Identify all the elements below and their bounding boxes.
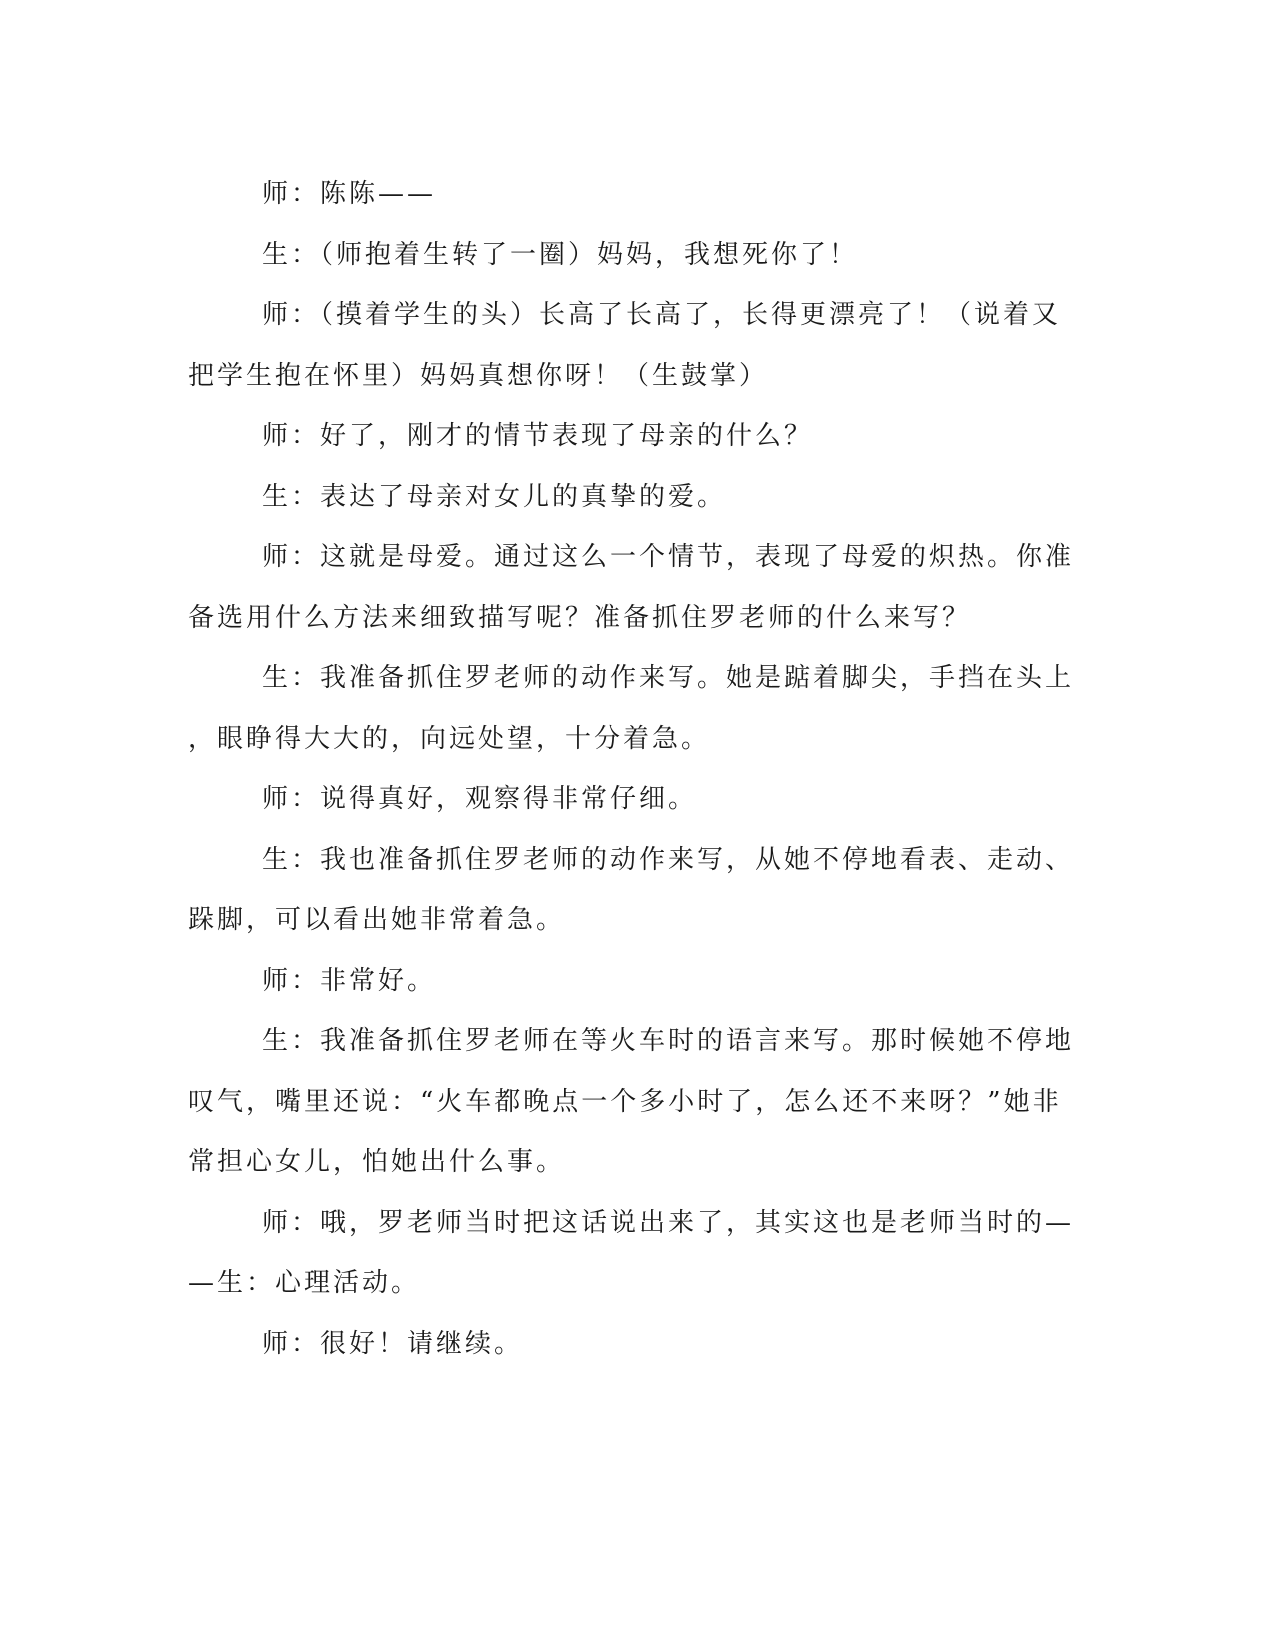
text-line: 师：陈陈—— — [262, 179, 437, 209]
text-line: 常担心女儿，怕她出什么事。 — [188, 1147, 566, 1177]
text-line: —生：心理活动。 — [188, 1268, 421, 1298]
text-line: 师：（摸着学生的头）长高了长高了，长得更漂亮了！（说着又 — [262, 300, 1062, 330]
text-line: 跺脚，可以看出她非常着急。 — [188, 905, 566, 935]
text-line: 生：我准备抓住罗老师在等火车时的语言来写。那时候她不停地 — [262, 1026, 1075, 1056]
text-line: 师：好了，刚才的情节表现了母亲的什么？ — [262, 421, 814, 451]
text-line: ，眼睁得大大的，向远处望，十分着急。 — [188, 723, 711, 754]
text-line: 叹气，嘴里还说：“火车都晚点一个多小时了，怎么还不来呀？”她非 — [188, 1086, 1062, 1117]
text-line: 师：说得真好，观察得非常仔细。 — [262, 784, 698, 814]
text-line: 生：（师抱着生转了一圈）妈妈，我想死你了！ — [262, 239, 859, 270]
text-line: 师：很好！请继续。 — [262, 1328, 524, 1359]
text-line: 师：这就是母爱。通过这么一个情节，表现了母爱的炽热。你准 — [262, 542, 1075, 572]
text-line: 生：表达了母亲对女儿的真挚的爱。 — [262, 481, 727, 512]
text-line: 生：我也准备抓住罗老师的动作来写，从她不停地看表、走动、 — [262, 844, 1075, 875]
dialogue-text — [188, 164, 1075, 1374]
text-line: 师：非常好。 — [262, 965, 437, 996]
text-line: 备选用什么方法来细致描写呢？准备抓住罗老师的什么来写？ — [188, 602, 972, 633]
text-line: 师：哦，罗老师当时把这话说出来了，其实这也是老师当时的— — [262, 1207, 1075, 1238]
text-line: 生：我准备抓住罗老师的动作来写。她是踮着脚尖，手挡在头上 — [262, 663, 1075, 693]
text-line: 把学生抱在怀里）妈妈真想你呀！（生鼓掌） — [188, 360, 769, 391]
